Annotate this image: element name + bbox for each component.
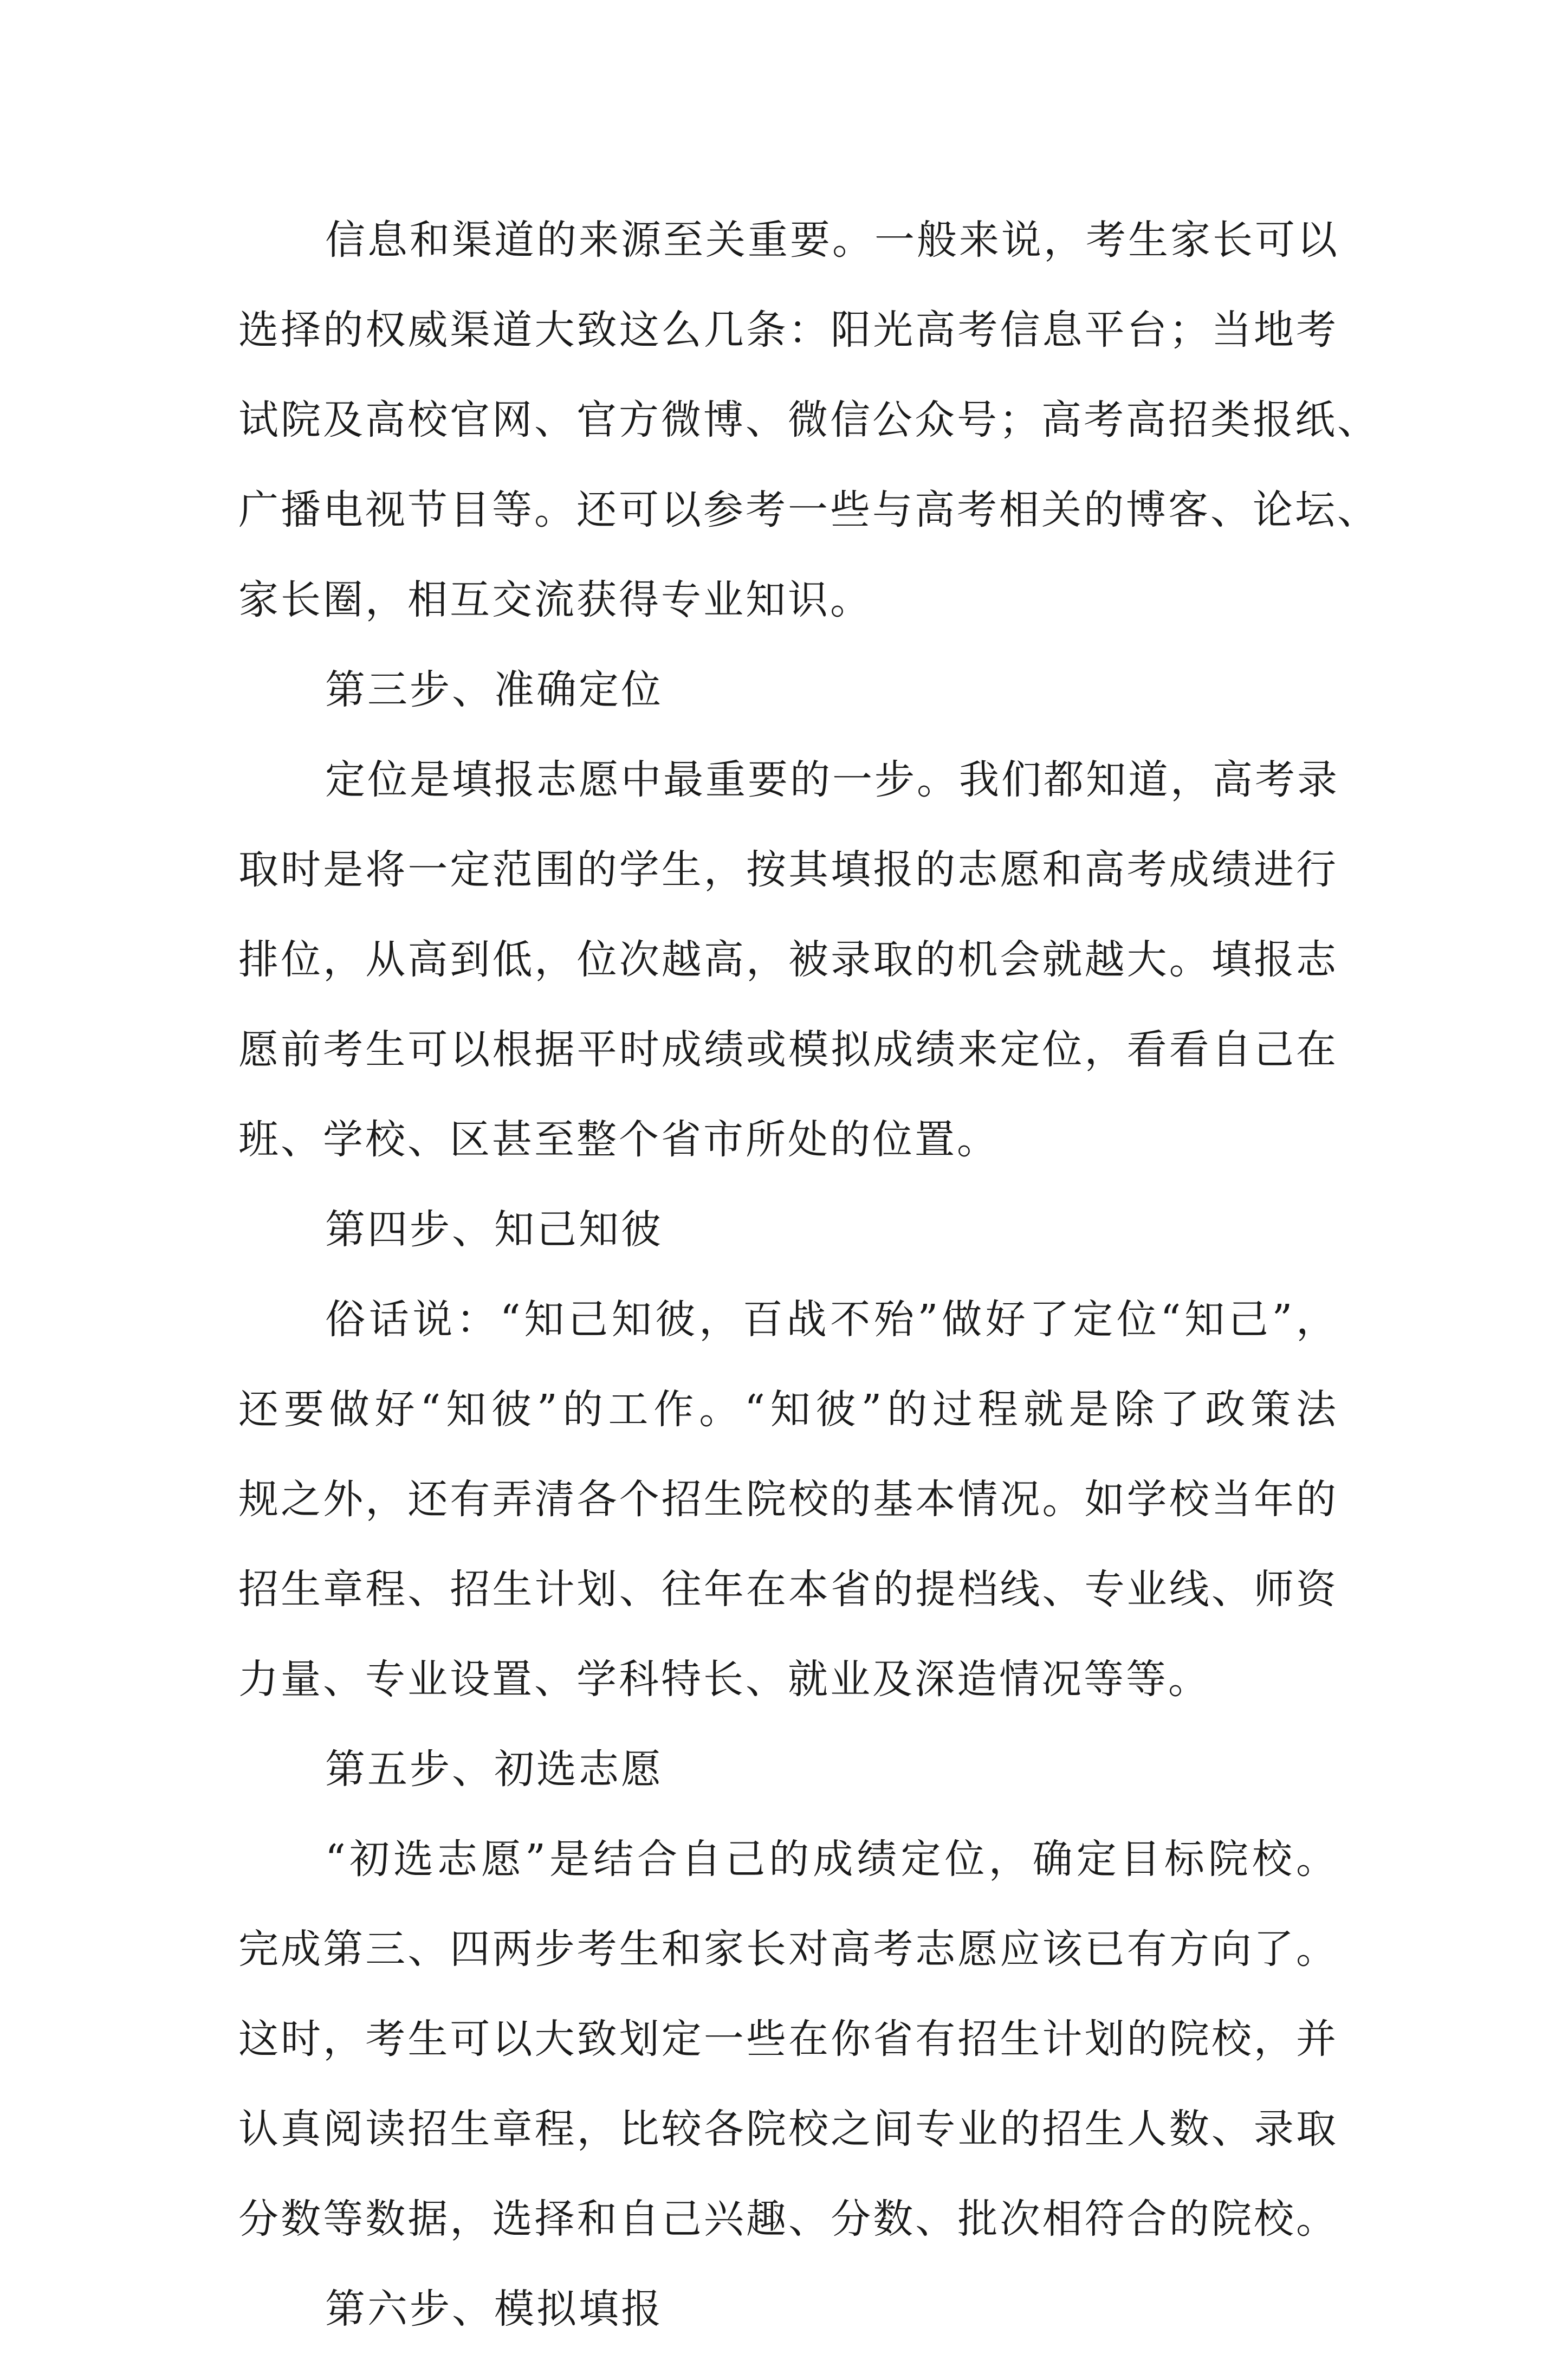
paragraph-line: 定位是填报志愿中最重要的一步。我们都知道，高考录	[325, 756, 1339, 803]
paragraph-line: 信息和渠道的来源至关重要。一般来说，考生家长可以	[325, 217, 1339, 263]
paragraph-line: 规之外，还有弄清各个招生院校的基本情况。如学校当年的	[238, 1476, 1338, 1523]
section-heading: 第六步、模拟填报	[325, 2286, 663, 2332]
paragraph-line: 家长圈，相互交流获得专业知识。	[238, 577, 872, 623]
paragraph-line: 这时，考生可以大致划定一些在你省有招生计划的院校，并	[238, 2016, 1338, 2062]
document-body	[238, 195, 1379, 2354]
paragraph-line: 认真阅读招生章程，比较各院校之间专业的招生人数、录取	[238, 2106, 1338, 2152]
paragraph-line: 俗话说：“知己知彼，百战不殆”做好了定位“知己”，	[325, 1296, 1338, 1343]
section-heading: 第五步、初选志愿	[325, 1746, 663, 1793]
paragraph-line: 分数等数据，选择和自己兴趣、分数、批次相符合的院校。	[238, 2196, 1338, 2242]
paragraph-line: 完成第三、四两步考生和家长对高考志愿应该已有方向了。	[238, 1926, 1338, 1973]
paragraph-line: “初选志愿”是结合自己的成绩定位，确定目标院校。	[325, 1836, 1338, 1883]
paragraph-line: 广播电视节目等。还可以参考一些与高考相关的博客、论坛、	[238, 487, 1379, 533]
paragraph-line: 力量、专业设置、学科特长、就业及深造情况等等。	[238, 1656, 1210, 1703]
paragraph-line: 选择的权威渠道大致这么几条：阳光高考信息平台；当地考	[238, 307, 1338, 353]
paragraph-line: 班、学校、区甚至整个省市所处的位置。	[238, 1116, 999, 1163]
paragraph-line: 试院及高校官网、官方微博、微信公众号；高考高招类报纸、	[238, 397, 1379, 443]
paragraph-line: 排位，从高到低，位次越高，被录取的机会就越大。填报志	[238, 936, 1338, 983]
paragraph-line: 愿前考生可以根据平时成绩或模拟成绩来定位，看看自己在	[238, 1026, 1338, 1073]
paragraph-line: 取时是将一定范围的学生，按其填报的志愿和高考成绩进行	[238, 846, 1338, 893]
section-heading: 第四步、知己知彼	[325, 1206, 663, 1253]
paragraph-line: 招生章程、招生计划、往年在本省的提档线、专业线、师资	[238, 1566, 1338, 1613]
paragraph-line: 还要做好“知彼”的工作。“知彼”的过程就是除了政策法	[238, 1386, 1338, 1433]
section-heading: 第三步、准确定位	[325, 667, 663, 713]
